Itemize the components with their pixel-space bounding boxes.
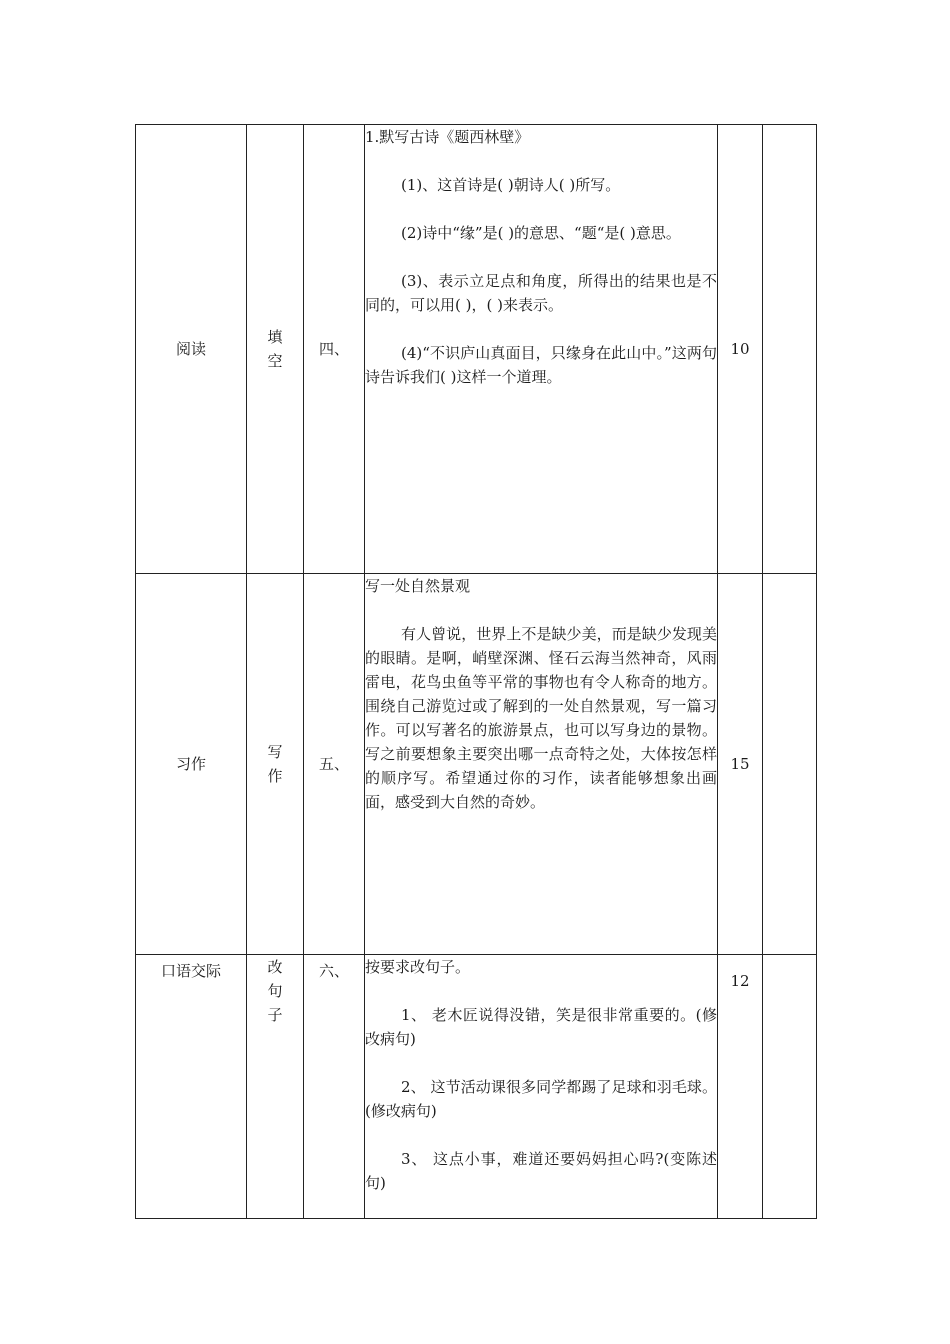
score-cell: 12: [718, 955, 763, 1219]
type-char: 改: [267, 958, 283, 976]
exam-table: [135, 124, 817, 1219]
type-char: 空: [267, 352, 283, 370]
question-type-cell: [247, 574, 304, 955]
blank-cell: [763, 125, 817, 574]
question-paragraph: 3、 这点小事，难道还要妈妈担心吗?(变陈述句): [365, 1150, 717, 1192]
category-cell: 阅读: [136, 125, 247, 574]
type-char: 写: [267, 743, 283, 761]
type-char: 子: [267, 1006, 283, 1024]
question-paragraph: (3)、表示立足点和角度，所得出的结果也是不同的，可以用( )，( )来表示。: [365, 272, 717, 314]
score-cell: 10: [718, 125, 763, 574]
type-char: 填: [267, 328, 283, 346]
score-cell: 15: [718, 574, 763, 955]
question-heading: 按要求改句子。: [365, 958, 471, 976]
question-content-cell: [365, 574, 718, 955]
blank-cell: [763, 574, 817, 955]
category-cell: 口语交际: [136, 955, 247, 1219]
question-paragraph: (2)诗中“缘”是( )的意思、“题“是( )意思。: [401, 224, 681, 242]
section-number-cell: 五、: [304, 574, 365, 955]
question-type-cell: [247, 125, 304, 574]
question-content-cell: [365, 125, 718, 574]
question-heading: 写一处自然景观: [365, 577, 471, 595]
table-row: [136, 955, 817, 1219]
question-content-cell: [365, 955, 718, 1219]
type-char: 作: [267, 767, 283, 785]
table-row: [136, 574, 817, 955]
question-type-cell: [247, 955, 304, 1219]
section-number-cell: 四、: [304, 125, 365, 574]
table-row: [136, 125, 817, 574]
question-paragraph: 2、 这节活动课很多同学都踢了足球和羽毛球。(修改病句): [365, 1078, 717, 1120]
type-char: 句: [267, 982, 283, 1000]
question-paragraph: (4)“不识庐山真面目，只缘身在此山中。”这两句诗告诉我们( )这样一个道理。: [365, 344, 717, 386]
section-number-cell: 六、: [304, 955, 365, 1219]
question-paragraph: (1)、这首诗是( )朝诗人( )所写。: [401, 176, 621, 194]
blank-cell: [763, 955, 817, 1219]
question-heading: 1.默写古诗《题西林壁》: [365, 128, 530, 146]
question-paragraph: 1、 老木匠说得没错，笑是很非常重要的。(修改病句): [365, 1006, 717, 1048]
category-cell: 习作: [136, 574, 247, 955]
question-paragraph: 有人曾说，世界上不是缺少美，而是缺少发现美的眼睛。是啊，峭壁深渊、怪石云海当然神奇，风雨雷电，花鸟虫鱼等平常的事物也有令人称奇的地方。围绕自己游览过或了解到的一处自然景观，写一篇习作。可以写著名的旅游景点，也可以写身边的景物。写之前要想象主要突出哪一点奇特之处，大体按怎样的顺序写。希望通过你的习作，读者能够想象出画面，感受到大自然的奇妙。: [365, 625, 717, 811]
